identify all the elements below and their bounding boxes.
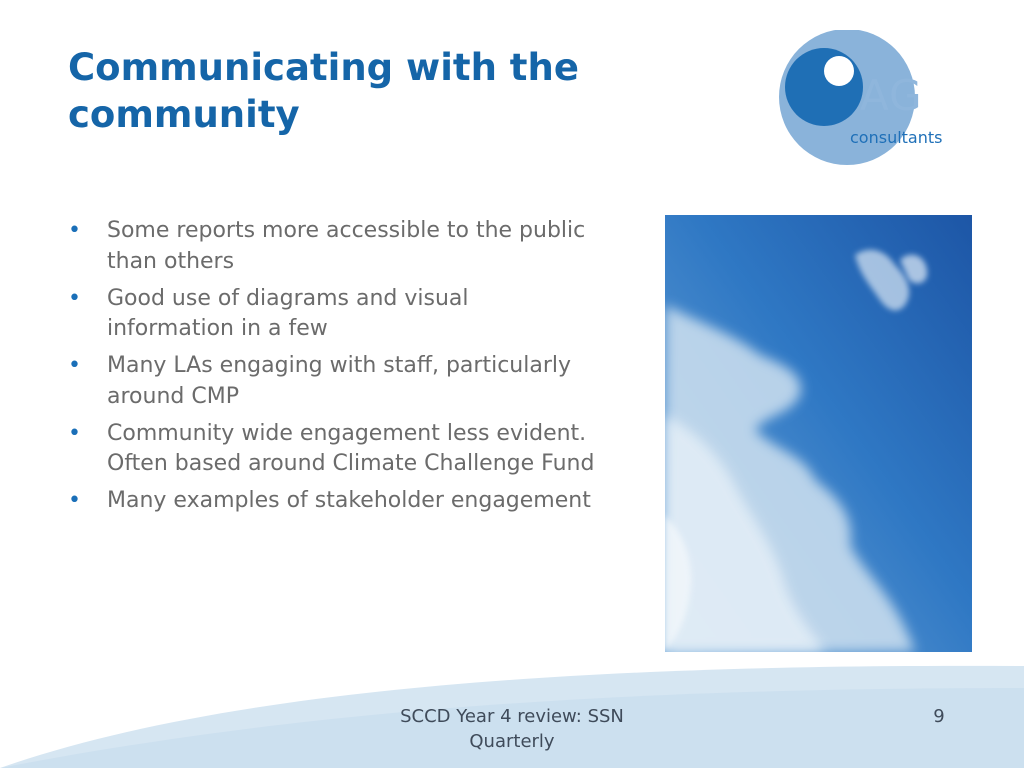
footer-text: SCCD Year 4 review: SSN Quarterly xyxy=(400,706,624,752)
bullet-text: Many examples of stakeholder engagement xyxy=(107,488,591,513)
bullet-item xyxy=(68,284,598,345)
logo-text-ag: AG xyxy=(860,71,923,120)
bullet-text: Some reports more accessible to the public than others xyxy=(107,218,586,274)
logo-text-consultants: consultants xyxy=(850,128,943,147)
bullet-item xyxy=(68,486,598,517)
bullet-icon: • xyxy=(68,218,81,243)
bullet-item xyxy=(68,419,598,480)
bullet-text: Many LAs engaging with staff, particularly around CMP xyxy=(107,353,572,409)
bullet-icon: • xyxy=(68,488,81,513)
bullet-icon: • xyxy=(68,285,81,311)
bullet-item xyxy=(68,216,598,277)
bullet-text: Good use of diagrams and visual information in a few xyxy=(107,285,469,341)
bullet-text: Community wide engagement less evident. Often based around Climate Challenge Fund xyxy=(107,420,595,476)
sky-clouds-photo xyxy=(665,215,972,652)
bullet-icon: • xyxy=(68,420,81,446)
page-number: 9 xyxy=(933,706,945,727)
bullet-icon: • xyxy=(68,353,81,378)
bullet-list xyxy=(68,216,598,523)
bullet-item xyxy=(68,351,598,412)
slide-title: Communicating with the community xyxy=(68,46,579,136)
